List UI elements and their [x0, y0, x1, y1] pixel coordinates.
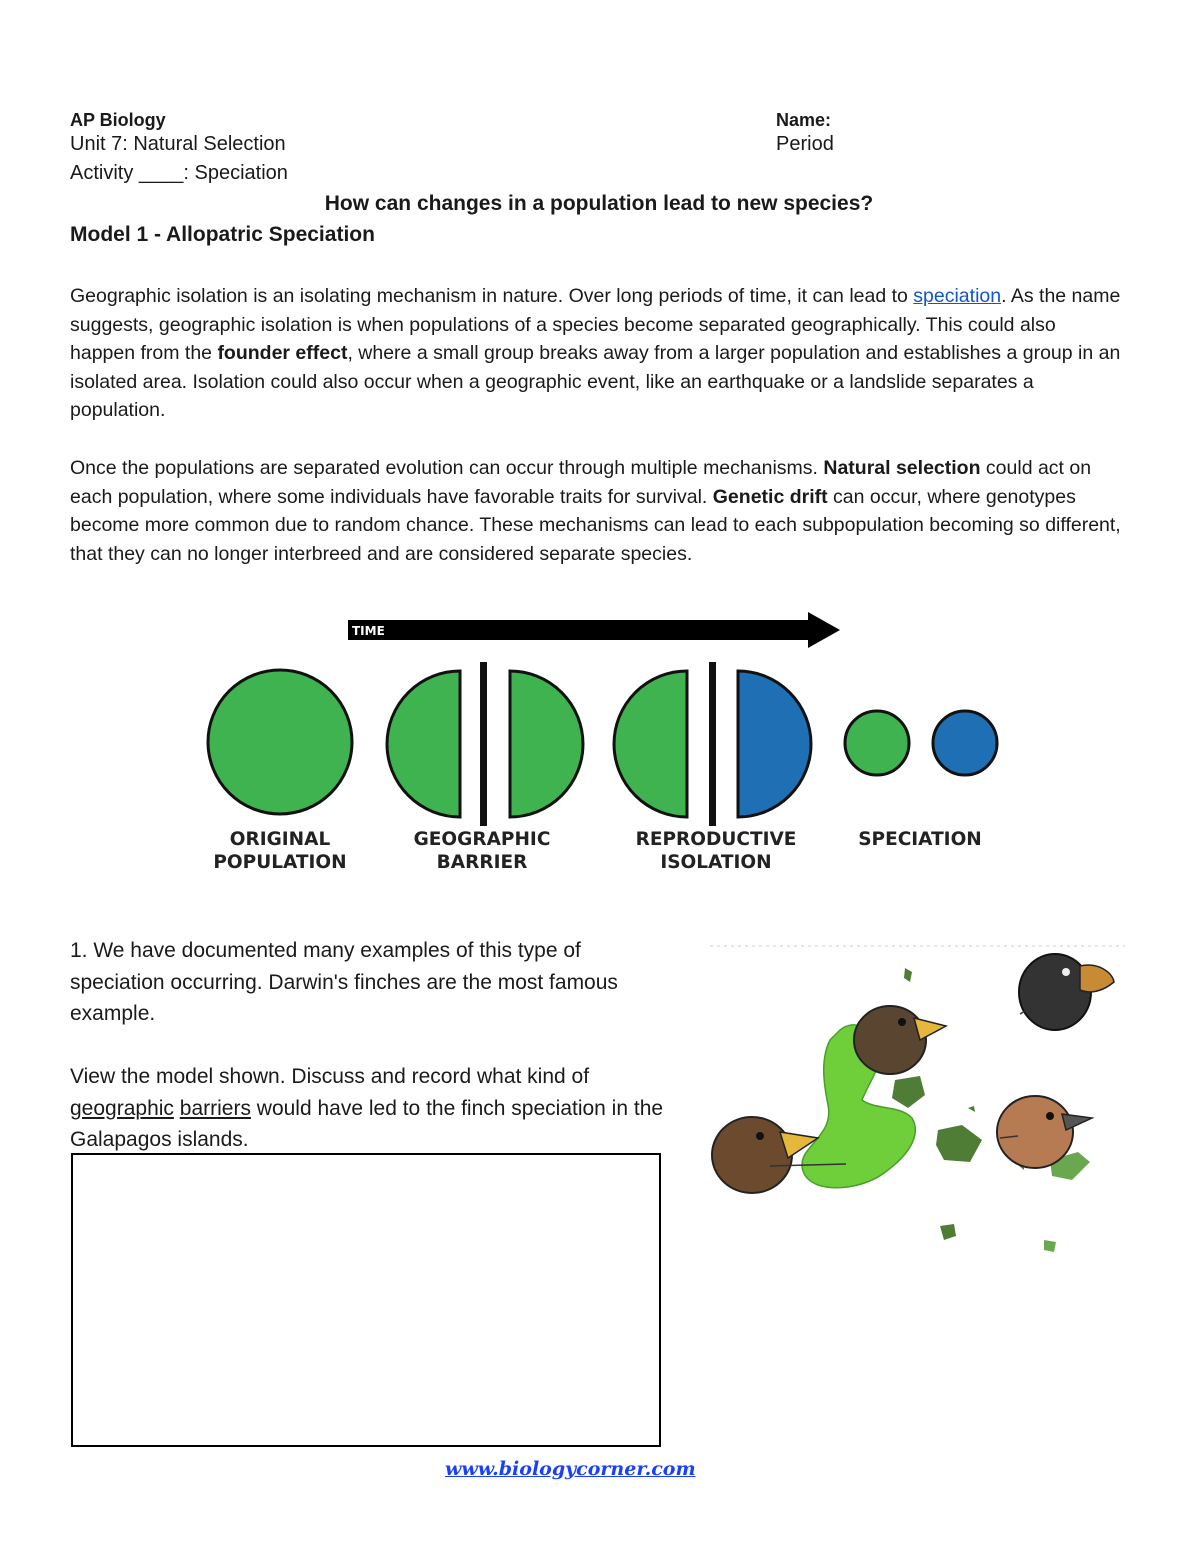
isolation-right-half [738, 671, 811, 817]
stage-label-isolation-2: ISOLATION [660, 852, 772, 873]
stage-label-isolation-1: REPRODUCTIVE [635, 829, 797, 850]
para1-text-b: . As the name suggests, geographic isolation is when populations of a species become separated geographically. This could also happen from the [70, 285, 1121, 365]
para2-text-c: can occur, where genotypes become more common due to random chance. These mechanisms can lead to each subpopulation becoming so different, that they can no longer interbreed and are considered separate species. [70, 485, 1121, 565]
barrier-right-half [510, 671, 583, 817]
footer-website-link[interactable]: www.biologycorner.com [445, 1458, 696, 1480]
allopatric-speciation-diagram [0, 600, 1200, 890]
finch-head-dark-brown-icon [854, 1006, 946, 1074]
paragraph-mechanisms [70, 454, 1126, 568]
name-label: Name: [776, 110, 832, 130]
answer-box[interactable] [71, 1153, 661, 1447]
genetic-drift-term: Genetic drift [712, 485, 828, 508]
q1-prompt-text-a: View the model shown. Discuss and record what kind of [70, 1065, 590, 1088]
stage-label-original-2: POPULATION [213, 852, 347, 873]
time-label: TIME [352, 624, 385, 638]
para1-text-a: Geographic isolation is an isolating mechanism in nature. Over long periods of time, it can lead to [70, 285, 914, 307]
paragraph-geographic-isolation [70, 282, 1126, 425]
galapagos-finches-illustration [700, 940, 1130, 1260]
speciation-link[interactable]: speciation [913, 285, 1002, 307]
q1-prompt-text-b: would have led to the finch speciation in the Galapagos islands. [70, 1096, 664, 1151]
course-title: AP Biology [70, 110, 166, 130]
natural-selection-term: Natural selection [823, 457, 981, 479]
question-1-prompt [70, 1061, 680, 1156]
isolation-barrier-bar [709, 662, 716, 826]
period-label: Period [776, 133, 834, 155]
founder-effect-term: founder effect [217, 342, 348, 365]
q1-geographic-underlined: geographic [70, 1096, 174, 1120]
original-population-circle [208, 670, 352, 814]
unit-label: Unit 7: Natural Selection [70, 133, 286, 155]
species-b-circle [933, 711, 997, 775]
species-a-circle [845, 711, 909, 775]
para2-text-b: could act on each population, where some individuals have favorable traits for survival. [70, 457, 1092, 508]
para1-text-c: , where a small group breaks away from a larger population and establishes a group in an isolated area. Isolation could also occur when a geographic event, like an earthquake or a landslide separates a population. [70, 342, 1121, 422]
page-title: How can changes in a population lead to new species? [324, 192, 874, 215]
para2-text-a: Once the populations are separated evolution can occur through multiple mechanisms. [70, 457, 824, 479]
model-heading: Model 1 - Allopatric Speciation [70, 223, 375, 246]
activity-label: Activity ____: Speciation [70, 162, 288, 184]
q1-barriers-underlined: barriers [179, 1096, 251, 1120]
question-1-intro: 1. We have documented many examples of this type of speciation occurring. Darwin's finches are the most famous example. [70, 939, 618, 1025]
finch-head-black-icon [1019, 954, 1114, 1030]
barrier-left-half [387, 671, 460, 817]
stage-label-original-1: ORIGINAL [229, 829, 331, 850]
isolation-left-half [614, 671, 687, 817]
time-arrow-icon [348, 612, 840, 648]
stage-label-barrier-2: BARRIER [436, 852, 528, 873]
geographic-barrier-bar [480, 662, 487, 826]
stage-label-barrier-1: GEOGRAPHIC [413, 829, 551, 850]
stage-label-speciation: SPECIATION [858, 829, 982, 850]
